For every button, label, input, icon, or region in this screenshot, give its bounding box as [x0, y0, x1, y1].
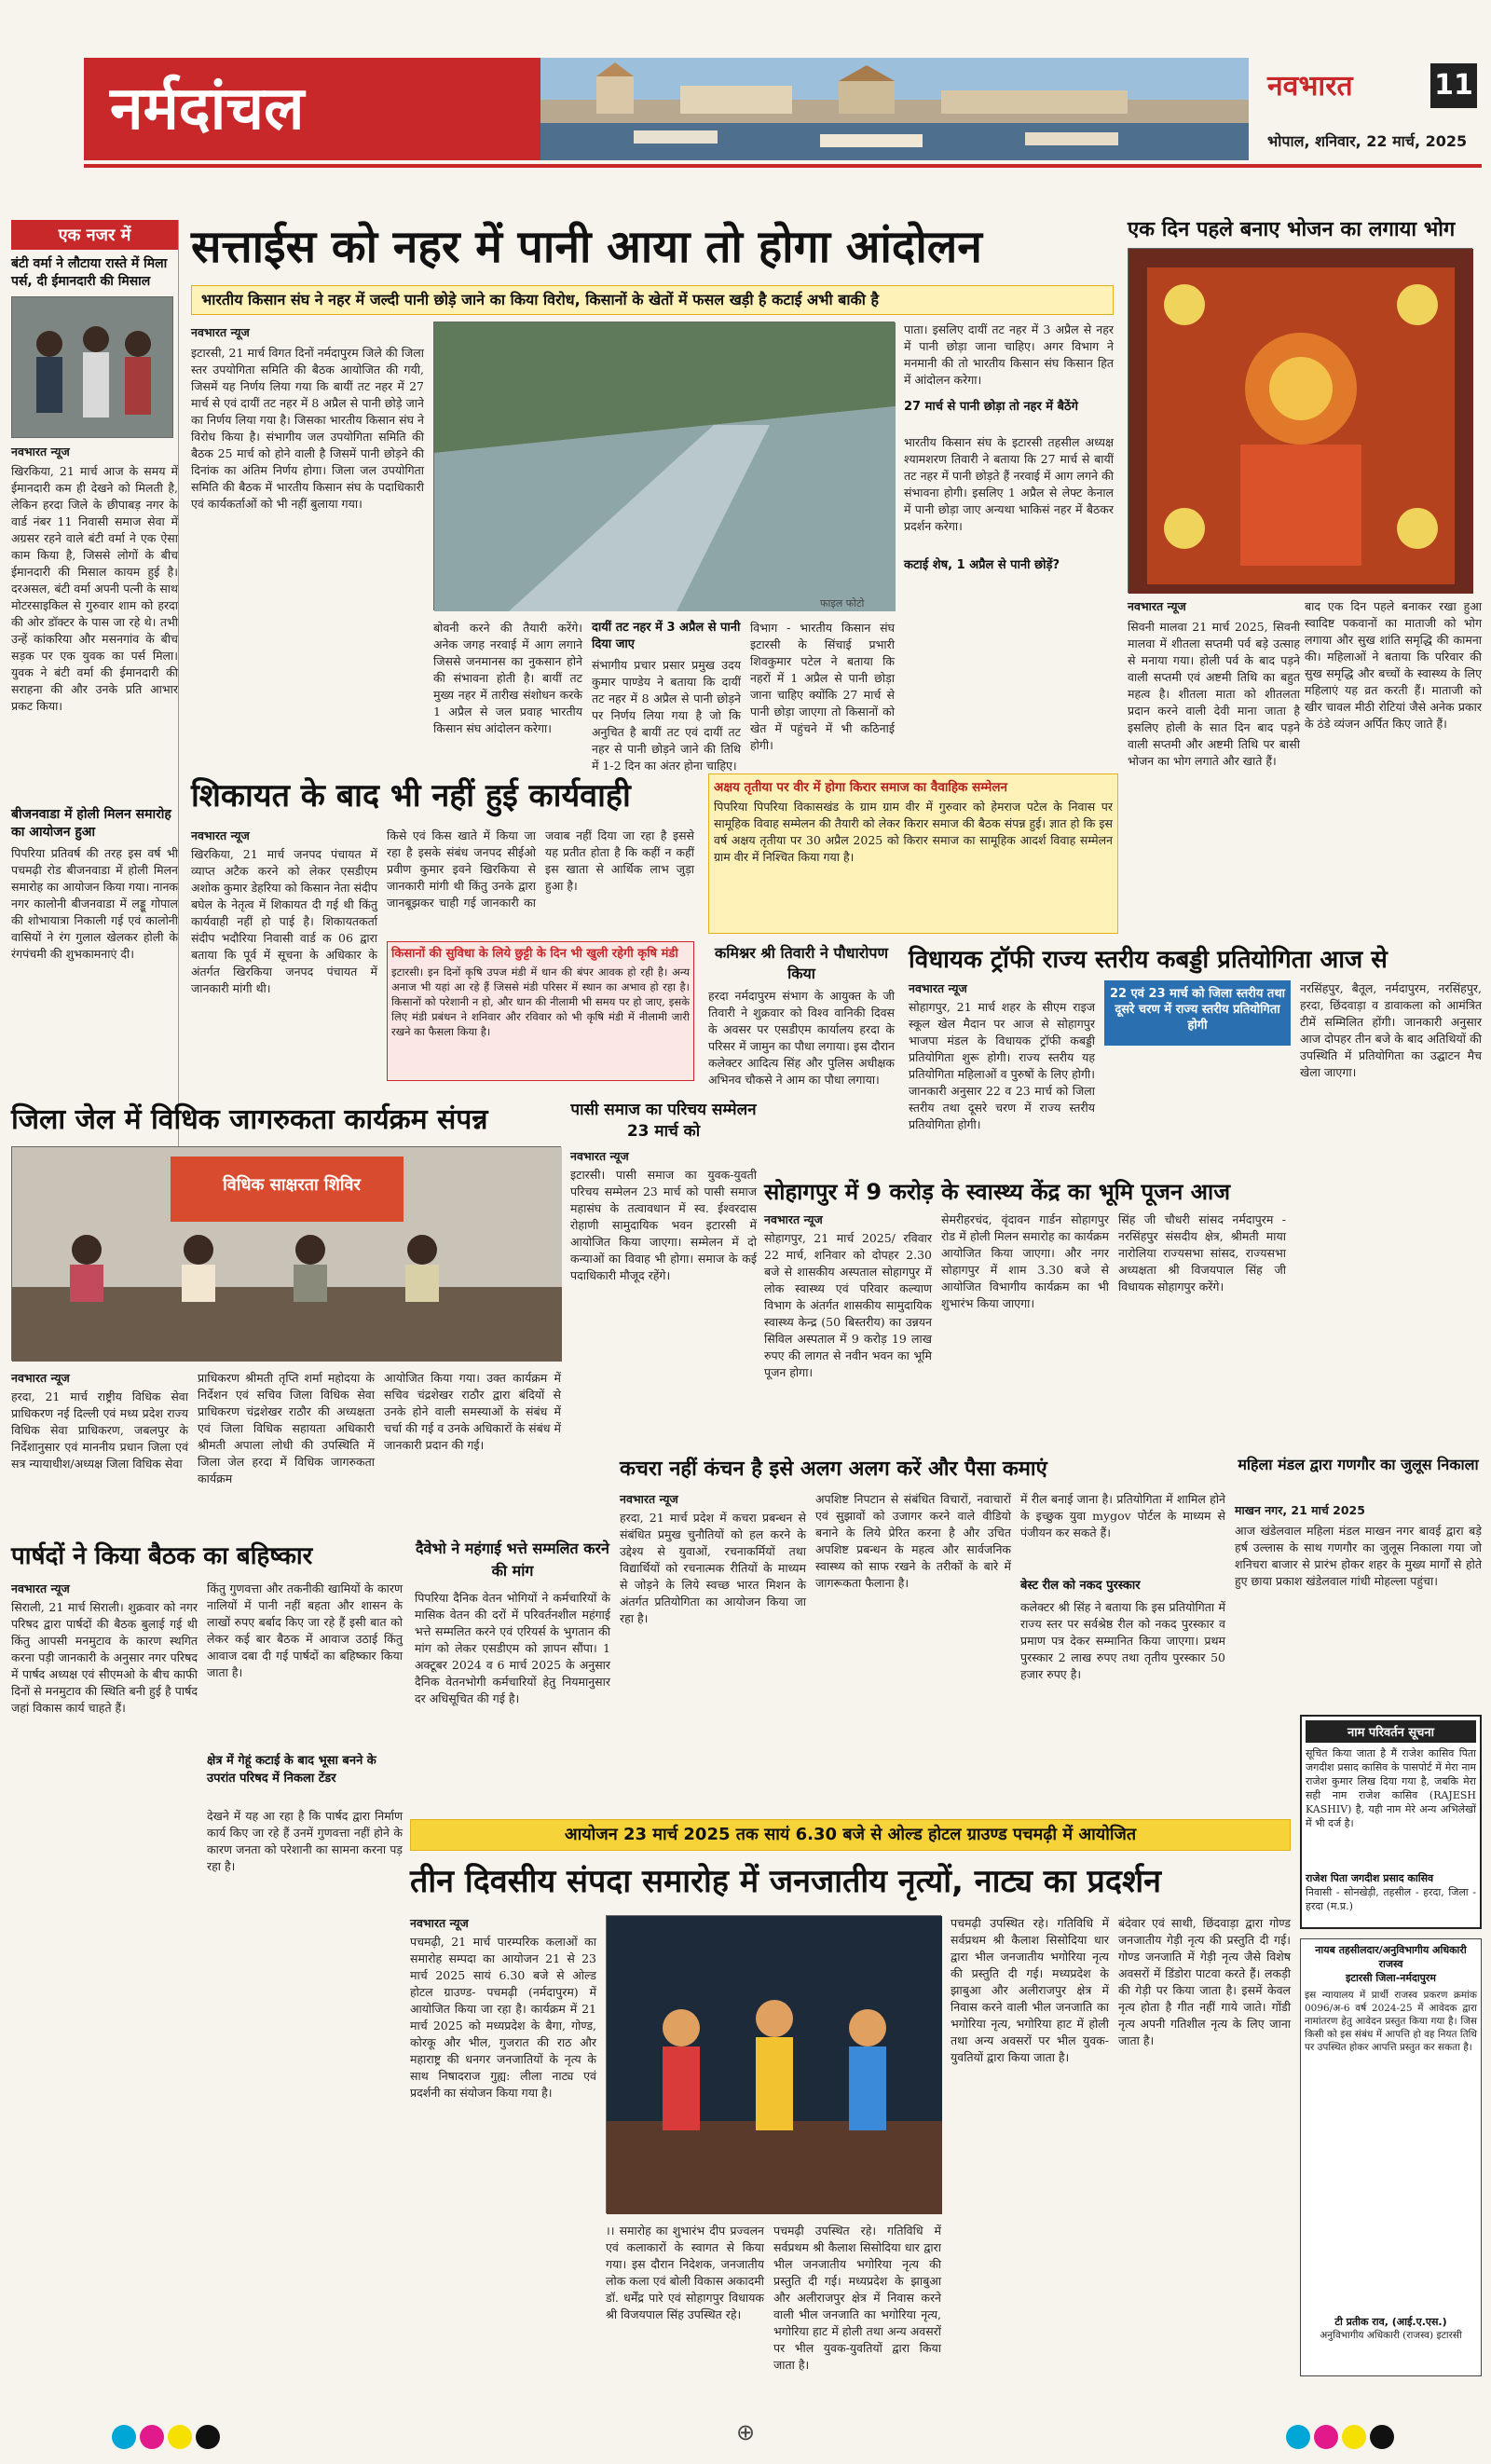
garbage-body-3: में रील बनाई जाना है। प्रतियोगिता में शामिल होने के इच्छुक युवा mygov पोर्टल के माध्यम से पंजीयन कर सकते हैं। [1020, 1492, 1225, 1540]
garbage-headline: कचरा नहीं कंचन है इसे अलग अलग करें और पैसा कमाएं [620, 1458, 1047, 1481]
pachmarhi-body-4: बंदेवार एवं साथी, छिंदवाड़ा द्वारा गोण्ड जनजातीय गेड़ी नृत्य की प्रस्तुति दी गई। गोण्ड जनजाति में गेड़ी नृत्य जैसे विशेष अवसरों में डिंडोरा पाटवा करते हैं। लकड़ी की गेड़ी पर किया जाता है। इसमें केवल नृत्य होता है गीत नहीं गाये जाते। गोंडी नृत्य अपनी गतिशील नृत्य के लिए जाना जाता है। [1118, 1916, 1291, 2047]
pachmarhi-body-2: ।। समारोह का शुभारंभ दीप प्रज्वलन एवं कलाकारों के स्वागत से किया गया। इस दौरान निदेशक, जनजातीय लोक कला एवं बोली विकास अकादमी डॉ. धर्मेंद्र पारे एवं सोहागपुर विधायक श्री विजयपाल सिंह उपस्थित रहे। [606, 2224, 764, 2321]
commissioner-body: हरदा नर्मदापुरम संभाग के आयुक्त के जी तिवारी ने शुक्रवार को विश्व वानिकी दिवस के अवसर पर एसडीएम कार्यालय हरदा के परिसर में जामुन का पौधा लगाया। इस दौरान कलेक्टर आदित्य सिंह और पुलिस अधीक्षक अभिनव चौकसे ने आम का पौधा लगाया। [708, 989, 895, 1087]
pachmarhi-photo [606, 1915, 941, 2213]
complaint-body-2: किसे एवं किस खाते में किया जा रहा है इसके संबंध जनपद सीईओ प्रवीण कुमार इवने खिरकिया से जानकारी मांगी थी किंतु उनके द्वारा जानबूझकर चाही गई जानकारी का जवाब नहीं दिया जा रहा है इससे यह प्रतीत होता है कि कहीं न कहीं इस खाता से आर्थिक लाभ जुड़ा हुआ है। [387, 828, 694, 910]
people-photo-illustration [12, 297, 172, 437]
jail-photo [11, 1146, 561, 1361]
lead-body-2: बोवनी करने की तैयारी करेंगे। अनेक जगह नरवाई में आग लगाने जिससे जनमानस का नुकसान होने की संभावना होती है। बायीं तट मुख्य नहर में तारीख संशोधन करके 1 अप्रैल से जल प्रवाह भारतीय किसान संघ आंदोलन करेगा। [433, 621, 582, 735]
name-change-title: नाम परिवर्तन सूचना [1306, 1720, 1476, 1743]
lead-body-4: पाता। इसलिए दायीं तट नहर में 3 अप्रैल से नहर में पानी छोड़ा जाना चाहिए। अगर विभाग ने मनमानी की तो भारतीय किसान संघ किसान हित में आंदोलन करेगा। [904, 322, 1114, 387]
garbage-body-2: अपशिष्ट निपटान से संबंधित विचारों, नवाचारों एवं सुझावों को उजागर करने वाले वीडियो बनाने के लिये प्रेरित करना है और उचित अपशिष्ट प्रबन्धन के महत्व और सार्वजनिक स्वास्थ्य को साफ रखने के तरीकों के बारे में जागरूकता फैलाना है। [815, 1492, 1011, 1590]
sidebar-photo [11, 296, 173, 438]
mahila-body: आज खंडेलवाल महिला मंडल माखन नगर बावई द्वारा बड़े हर्ष उल्लास के साथ गणगौर का जुलूस निकाला गया जो शनिचरा बाजार से प्रारंभ होकर शहर के मुख्य मार्गों से होते हुए छाया प्रकाश खंडेलवाल गांधी मोहल्ला पहुंचा। [1235, 1524, 1482, 1588]
name-change-address: निवासी - सोनखेड़ी, तहसील - हरदा, जिला - हरदा (म.प्र.) [1306, 1886, 1476, 1912]
sammelan-box [708, 773, 1118, 934]
jail-byline: नवभारत न्यूज [11, 1371, 70, 1385]
name-change-signature: राजेश पिता जगदीश प्रसाद कासिव [1306, 1872, 1434, 1884]
dateline: भोपाल, शनिवार, 22 मार्च, 2025 [1267, 132, 1468, 150]
kabaddi-body: सोहागपुर, 21 मार्च शहर के सीएम राइज स्कूल खेल मैदान पर आज से सोहागपुर भाजपा मंडल के विधायक ट्रॉफी कबड्डी प्रतियोगिता शुरू होगी। राज्य स्तरीय यह प्रतियोगिता महिलाओं व पुरुषों के लिए होगी। जानकारी अनुसार 22 व 23 मार्च को जिला स्तरीय तथा दूसरे चरण में राज्य स्तरीय प्रतियोगिता होगी। [909, 1000, 1095, 1131]
cyan-dot-right [1286, 2425, 1310, 2449]
court-notice-org: नायब तहसीलदार/अनुविभागीय अधिकारी राजस्व [1315, 1944, 1467, 1970]
pachmarhi-byline: नवभारत न्यूज [410, 1916, 469, 1930]
court-notice-sign: टी प्रतीक राव, (आई.ए.एस.) [1334, 2316, 1447, 2328]
complaint-body-1: खिरकिया, 21 मार्च जनपद पंचायत में व्याप्त अटैक करने को लेकर एसडीएम अशोक कुमार डेहरिया को किसान नेता संदीप बघेल के नेतृत्व में शिकायत दी गई थी किंतु कार्यवाही नहीं हो पाई है। शिकायतकर्ता संदीप भदौरिया निवासी वार्ड क 06 द्वारा बताया कि पूर्व में सूचना के अधिकार के अंतर्गत खिरकिया जनपद पंचायत में जानकारी मांगी थी। [191, 847, 377, 995]
jail-body-3: आयोजित किया गया। उक्त कार्यक्रम में सचिव चंद्रशेखर राठौर द्वारा बंदियों से उनके होने वाली समस्याओं के संबंध में चर्चा की गई व उनके अधिकारों के संबंध में जानकारी प्रदान की गई। [384, 1371, 561, 1452]
garbage-subhead: बेस्ट रील को नकद पुरस्कार [1020, 1579, 1141, 1593]
magenta-dot [140, 2425, 164, 2449]
lead-deck: भारतीय किसान संघ ने नहर में जल्दी पानी छोड़े जाने का किया विरोध, किसानों के खेतों में फसल खड़ी है कटाई अभी बाकी है [191, 285, 1114, 315]
sidebar-left [11, 220, 179, 1152]
temple-photo [1128, 248, 1472, 593]
magenta-dot-right [1314, 2425, 1338, 2449]
lead-body-1: इटारसी, 21 मार्च विगत दिनों नर्मदापुरम जिले की जिला स्तर उपयोगिता समिति की बैठक आयोजित की गयी, जिसमें यह निर्णय लिया गया कि बायीं तट नहर में 27 मार्च से एवं दायीं तट नहर में 8 अप्रैल से पानी छोड़े जाने का निर्णय लिया गया है। जिसका भारतीय किसान संघ ने विरोध किया है। संभागीय जल उपयोगिता समिति की बैठक 25 मार्च को होने वाली है जिसमें पानी छोड़ने की दिनांक का अंतिम निर्णय होगा। जिला जल उपयोगिता समिति की बैठक में भारतीय किसान संघ के पदाधिकारी एवं कार्यकर्ताओं को भी नहीं बुलाया गया। [191, 346, 424, 511]
parshad-body-1: सिराली, 21 मार्च सिराली। शुक्रवार को नगर परिषद द्वारा पार्षदों की बैठक बुलाई गई थी किंतु आपसी मनमुटाव के कारण स्थगित करना पड़ी जानकारी के अनुसार नगर परिषद में पार्षद अध्यक्ष एवं सीएमओ के बीच काफी दिनों से मनमुटाव की स्थिति बनी हुई है पार्षद जहां विकास कार्य चाहते हैं। [11, 1600, 198, 1715]
parshad-body-3: देखने में यह आ रहा है कि पार्षद द्वारा निर्माण कार्य किए जा रहे हैं उनमें गुणवत्ता नहीं होने के कारण जनता को परेशानी का सामना करना पड़ रहा है। [207, 1809, 403, 1873]
sammelan-headline: अक्षय तृतीया पर वीर में होगा किरार समाज का वैवाहिक सम्मेलन [714, 780, 1007, 795]
lead-body-3: संभागीय प्रचार प्रसार प्रमुख उदय कुमार पाण्डेय ने बताया कि दायीं तट नहर में 8 अप्रैल से पानी छोड़ने पर निर्णय लिया गया है जो कि अनुचित है बायीं तट एवं दायीं तट नहर से पानी छोड़ने जाने की तिथि में 1-2 दिन का अंतर होना चाहिए। [592, 658, 741, 773]
garbage-body-1: हरदा, 21 मार्च प्रदेश में कचरा प्रबन्धन से संबंधित प्रमुख चुनौतियों को हल करने के उद्देश्य से युवाओं, रचनाकर्मियों तथा विद्यार्थियों को रचनात्मक रीतियों के माध्यम से जोड़ने के लिये स्वच्छ भारत मिशन के अंतर्गत प्रतियोगिता का आयोजन किया जा रहा है। [620, 1511, 806, 1625]
pachmarhi-body-3: पचमढ़ी उपस्थित रहे। गतिविधि में सर्वप्रथम श्री कैलाश सिसोदिया धार द्वारा भील जनजातीय भगोरिया नृत्य की प्रस्तुति दी गई। मध्यप्रदेश के झाबुआ और अलीराजपुर क्षेत्र में निवास करने वाली भील जनजाति का भगोरिया नृत्य, भगोरिया हाट में होली तथा अन्य अवसरों पर भील युवक-युवतियों द्वारा किया जाता है। [773, 2224, 941, 2372]
print-registration-strip [0, 2414, 1491, 2460]
lead-photo-caption: फाइल फोटो [820, 597, 865, 609]
masthead-photo [540, 58, 1249, 160]
jail-body-1: हरदा, 21 मार्च राष्ट्रीय विधिक सेवा प्राधिकरण नई दिल्ली एवं मध्य प्रदेश राज्य विधिक सेवा प्राधिकरण, जबलपुर के निर्देशानुसार एवं माननीय प्रधान जिला एवं सत्र न्यायाधीश/अध्यक्ष जिला विधिक सेवा [11, 1389, 188, 1471]
temple-body-1: सिवनी मालवा 21 मार्च 2025, सिवनी मालवा में शीतला सप्तमी पर्व बड़े उत्साह से मनाया गया। होली पर्व के बाद पड़ने वाली सप्तमी एवं अष्टमी तिथि का बहुत महत्व है। शीतला माता को शीतलता प्रदान करने वाली देवी माना जाता है इसलिए होली के सात दिन बाद पड़ने वाली सप्तमी और अष्टमी तिथि पर बासी भोजन का भोग लगाते और खाते हैं। [1128, 620, 1300, 768]
sohagpur-headline: सोहागपुर में 9 करोड़ के स्वास्थ्य केंद्र का भूमि पूजन आज [764, 1179, 1230, 1205]
mahila-byline: माखन नगर, 21 मार्च 2025 [1235, 1503, 1365, 1517]
temple-body-2: बाद एक दिन पहले बनाकर रखा हुआ स्वादिष्ट पकवानों का माताजी को भोग लगाया और सुख शांति समृद्धि की कामना की। महिलाओं ने बताया कि परिवार की सुख समृद्धि और बच्चों के स्वास्थ्य के लिए महिलाएं यह व्रत करती हैं। माताजी को खीर चावल मीठी रोटियां जैसे अनेक प्रकार के ठंडे व्यंजन अर्पित किए जाते हैं। [1305, 599, 1482, 731]
goddess-idol-illustration [1129, 249, 1473, 594]
mandi-headline: किसानों की सुविधा के लिये छुट्टी के दिन भी खुली रहेगी कृषि मंडी [391, 947, 678, 961]
pasi-headline: पासी समाज का परिचय सम्मेलन 23 मार्च को [570, 1101, 757, 1141]
lead-subhead-c: कटाई शेष, 1 अप्रैल से पानी छोड़ें? [904, 558, 1060, 572]
daily-wage-headline: दैवेभो ने महंगाई भत्ते सम्मलित करने की मांग [416, 1540, 609, 1580]
parshad-subhead: क्षेत्र में गेहूं कटाई के बाद भूसा बनने के उपरांत परिषद में निकला टेंडर [207, 1754, 376, 1786]
sidebar-body: खिरकिया, 21 मार्च आज के समय में ईमानदारी कम ही देखने को मिलती है, लेकिन हरदा जिले के छीपाबड़ नगर के वार्ड नंबर 11 निवासी समाज सेवा में अग्रसर रहने वाले बंटी वर्मा ने एक ऐसा काम किया है, जिससे लोगों के बीच ईमानदारी की मिसाल कायम हुई है। दरअसल, बंटी वर्मा अपनी पत्नी के साथ मोटरसाइकिल से गुरुवार शाम को हरदा की ओर डॉक्टर के पास जा रहे थे। तभी उन्हें कांकरिया और मसनगांव के बीच सड़क पर एक युवक का पर्स मिला। युवक ने बंटी वर्मा की ईमानदारी की सराहना की और उनके प्रति आभार प्रकट किया। [11, 464, 178, 713]
black-dot-right [1370, 2425, 1394, 2449]
sidebar-headline: बंटी वर्मा ने लौटाया रास्ते में मिला पर्स, दी ईमानदारी की मिसाल [11, 256, 168, 289]
jail-banner: विधिक साक्षरता शिविर [223, 1175, 361, 1195]
black-dot [196, 2425, 220, 2449]
garbage-body-4: कलेक्टर श्री सिंह ने बताया कि इस प्रतियोगिता में राज्य स्तर पर सर्वश्रेष्ठ रील को नकद पुरस्कार व प्रमाण पत्र देकर सम्मानित किया जाएगा। प्रथम पुरस्कार 2 लाख रुपए तथा तृतीय पुरस्कार 50 हजार रुपए है। [1020, 1600, 1225, 1681]
court-notice-sign2: अनुविभागीय अधिकारी (राजस्व) इटारसी [1320, 2330, 1462, 2341]
jail-headline: जिला जेल में विधिक जागरुकता कार्यक्रम संपन्न [11, 1103, 488, 1136]
registration-mark: ⊕ [736, 2419, 756, 2445]
lead-headline: सत्ताईस को नहर में पानी आया तो होगा आंदोलन [191, 221, 982, 273]
page-number: 11 [1430, 63, 1477, 108]
river-ghat-illustration [540, 58, 1249, 160]
lead-body-3b: विभाग - भारतीय किसान संघ इटारसी के सिंचाई प्रभारी शिवकुमार पटेल ने बताया कि नहरों में 1 अप्रैल से पानी छोड़ा जाना चाहिए क्योंकि 27 मार्च से पानी छोड़ा जाएगा तो किसानों को खेत में पहुंचने में भी कठिनाई होगी। [750, 621, 895, 752]
court-notice [1300, 1938, 1482, 2376]
yellow-dot-right [1342, 2425, 1366, 2449]
pachmarhi-body-1: पचमढ़ी, 21 मार्च पारम्परिक कलाओं का समारोह सम्पदा का आयोजन 21 से 23 मार्च 2025 सायं 6.30 बजे से ओल्ड होटल ग्राउण्ड- पचमढ़ी (नर्मदापुरम) में आयोजित किया जा रहा है। कार्यक्रम में 21 मार्च 2025 को मध्यप्रदेश के बैगा, गोण्ड, कोरकू और भील, गुजरात की राठ और महाराष्ट्र की धनगर जनजातियों के नृत्य के साथ निषादराज गुह्य: लीला नाट्य एवं प्रदर्शनी का संयोजन किया गया है। [410, 1935, 596, 2100]
sidebar-subheadline: बीजनवाडा में होली मिलन समारोह का आयोजन हुआ [11, 807, 171, 840]
pachmarhi-body-3b: पचमढ़ी उपस्थित रहे। गतिविधि में सर्वप्रथम श्री कैलाश सिसोदिया धार द्वारा भील जनजातीय भगोरिया नृत्य की प्रस्तुति दी गई। मध्यप्रदेश के झाबुआ और अलीराजपुर क्षेत्र में निवास करने वाली भील जनजाति का भगोरिया नृत्य, भगोरिया हाट में होली तथा अन्य अवसरों पर भील युवक-युवतियों द्वारा किया जाता है। [951, 1916, 1109, 2064]
canal-water-illustration [434, 322, 896, 611]
kabaddi-box: 22 एवं 23 मार्च को जिला स्तरीय तथा दूसरे चरण में राज्य स्तरीय प्रतियोगिता होगी [1104, 980, 1291, 1046]
mandi-body: इटारसी। इन दिनों कृषि उपज मंडी में धान की बंपर आवक हो रही है। अन्य अनाज भी यहां आ रहे हैं जिससे मंडी परिसर में स्थान का अभाव हो रहा है। किसानों को परेशानी न हो, और धान की नीलामी भी समय पर हो जाए, इसके लिए मंडी प्रबंधन ने शनिवार और रविवार को भी कृषि मंडी में नीलामी जारी रखने का फैसला किया है। [391, 965, 690, 1038]
masthead-rule [84, 164, 1482, 168]
kabaddi-byline: नवभारत न्यूज [909, 981, 967, 995]
complaint-byline: नवभारत न्यूज [191, 828, 250, 842]
pachmarhi-headline: तीन दिवसीय संपदा समारोह में जनजातीय नृत्यों, नाट्य का प्रदर्शन [410, 1863, 1161, 1900]
garbage-byline: नवभारत न्यूज [620, 1492, 678, 1506]
court-notice-body: इस न्यायालय में प्रार्थी राजस्व प्रकरण क्रमांक 0096/अ-6 वर्ष 2024-25 में आवेदक द्वारा नामांतरण हेतु आवेदन प्रस्तुत किया गया है। जिस किसी को इस संबंध में आपत्ति हो वह नियत तिथि पर उपस्थित होकर आपत्ति प्रस्तुत कर सकता है। [1305, 1990, 1477, 2053]
sohagpur-body-3: सिंह जी चौधरी सांसद नर्मदापुरम - नरसिंहपुर संसदीय क्षेत्र, श्रीमती माया नारोलिया राज्यसभा सांसद, राज्यसभा अध्यक्षता श्री विजयपाल सिंह जी विधायक सोहागपुर करेंगे। [1118, 1212, 1286, 1294]
sammelan-body: पिपरिया पिपरिया विकासखंड के ग्राम ग्राम वीर में गुरुवार को हेमराज पटेल के निवास पर सामूहिक विवाह सम्मेलन की तैयारी को लेकर किरार समाज की बैठक संपन्न हुई। ज्ञात हो कि इस वर्ष अक्षय तृतीया पर 30 अप्रैल 2025 को किरार समाज का सामूहिक आदर्श विवाह सम्मेलन ग्राम वीर में निश्चित किया गया है। [714, 800, 1113, 864]
sohagpur-body-2: सेमरीहरचंद, वृंदावन गार्डन सोहागपुर रोड में होली मिलन समारोह का कार्यक्रम आयोजित किया जाएगा। और नगर सोहागपुर में शाम 3.30 बजे से आयोजित विभागीय कार्यक्रम का भी शुभारंभ किया जाएगा। [941, 1212, 1109, 1310]
mandi-box [387, 941, 694, 1081]
sidebar-byline: नवभारत न्यूज [11, 445, 70, 459]
temple-byline: नवभारत न्यूज [1128, 599, 1186, 613]
commissioner-headline: कमिश्नर श्री तिवारी ने पौधारोपण किया [714, 944, 889, 982]
lead-subhead-b: 27 मार्च से पानी छोड़ा तो नहर में बैठेंगे [904, 400, 1078, 414]
pasi-body: इटारसी। पासी समाज का युवक-युवती परिचय सम्मेलन 23 मार्च को पासी समाज महासंघ के तत्वावधान में स्व. ईश्वरदास रोहाणी सामुदायिक भवन इटारसी में आयोजित किया जाएगा। सम्मेलन में दो कन्याओं का विवाह भी होगा। समाज के कई पदाधिकारी मौजूद रहेंगे। [570, 1168, 757, 1282]
temple-headline: एक दिन पहले बनाए भोजन का लगाया भोग [1128, 218, 1456, 241]
brand-logo: नवभारत [1267, 70, 1353, 103]
pasi-byline: नवभारत न्यूज [570, 1149, 629, 1163]
lead-photo [433, 322, 895, 610]
sidebar-subbody: पिपरिया प्रतिवर्ष की तरह इस वर्ष भी पचमढ़ी रोड बीजनवाडा में होली मिलन समारोह का आयोजन किया गया। नानक नगर कालोनी बीजनवाडा में लड्डू गोपाल की शोभायात्रा निकाली गई एवं कालोनी वासियों ने रंग गुलाल खेलकर होली के रंगपंचमी की शुभकामनाएं दी। [11, 846, 178, 961]
jail-body-2: प्राधिकरण श्रीमती तृप्ति शर्मा महोदया के निर्देशन एवं सचिव जिला विधिक सेवा प्राधिकरण चंद्रशेखर राठौर की अध्यक्षता एवं जिला विधिक सहायता अधिकारी श्रीमती अपाला लोधी की उपस्थिति में जिला जेल हरदा में विधिक जागरुकता कार्यक्रम [198, 1371, 375, 1485]
parshad-byline: नवभारत न्यूज [11, 1581, 70, 1595]
parshad-headline: पार्षदों ने किया बैठक का बहिष्कार [11, 1542, 313, 1570]
kabaddi-headline: विधायक ट्रॉफी राज्य स्तरीय कबड्डी प्रतियोगिता आज से [909, 946, 1388, 974]
parshad-body-2: किंतु गुणवत्ता और तकनीकी खामियों के कारण नालियों में पानी नहीं बहता और शासन के लाखों रुपए बर्बाद किए जा रहे हैं इसी बात को लेकर कई बार बैठक में आवाज उठाई किंतु आवाज दबा दी गई पार्षदों का बहिष्कार किया जाता है। [207, 1581, 403, 1679]
lead-byline: नवभारत न्यूज [191, 325, 250, 339]
sohagpur-body-1: सोहागपुर, 21 मार्च 2025/ रविवार 22 मार्च, शनिवार को दोपहर 2.30 बजे से शासकीय अस्पताल सोहागपुर में लोक स्वास्थ्य एवं परिवार कल्याण विभाग के अंतर्गत शासकीय सामुदायिक स्वास्थ्य केन्द्र (50 बिस्तरीय) का उन्नयन सिविल अस्पताल में 9 करोड़ 19 लाख रुपए की लागत से नवीन भवन का भूमि पूजन होगा। [764, 1231, 932, 1379]
sohagpur-byline: नवभारत न्यूज [764, 1212, 823, 1226]
sidebar-label: एक नजर में [11, 220, 178, 250]
daily-wage-body: पिपरिया दैनिक वेतन भोगियों ने कर्मचारियों के मासिक वेतन की दरों में परिवर्तनशील महंगाई भत्ते सम्मलित करने एवं एरियर्स के भुगतान की मांग को लेकर एसडीएम को ज्ञापन सौंपा। 1 अक्टूबर 2024 व 6 मार्च 2025 के अनुसार दैनिक वेतनभोगी कर्मचारियों हेतु नियमानुसार दर अधिसूचित की गई है। [415, 1591, 610, 1705]
name-change-body: सूचित किया जाता है मैं राजेश कासिव पिता जगदीश प्रसाद कासिव के पासपोर्ट में मेरा नाम राजेश कुमार लिख दिया गया है, जबकि मेरा सही नाम राजेश कासिव (RAJESH KASHIV) है, यही नाम मेरे अन्य अभिलेखों में भी दर्ज है। [1306, 1747, 1476, 1829]
lead-body-5: भारतीय किसान संघ के इटारसी तहसील अध्यक्ष श्यामशरण तिवारी ने बताया कि 27 मार्च से बायीं तट नहर में पानी छोड़ते हैं नरवाई में आग लगने की संभावना होगी। इसलिए 1 अप्रैल से लेफ्ट केनाल में पानी छोड़ा जाए अन्यथा भाकिसं नहर में बैठकर प्रदर्शन करेगा। [904, 435, 1114, 533]
complaint-headline: शिकायत के बाद भी नहीं हुई कार्यवाही [191, 777, 631, 814]
section-title: नर्मदांचल [84, 58, 540, 160]
pachmarhi-banner: आयोजन 23 मार्च 2025 तक सायं 6.30 बजे से ओल्ड होटल ग्राउण्ड पचमढ़ी में आयोजित [410, 1819, 1291, 1851]
yellow-dot [168, 2425, 192, 2449]
lead-subhead-a: दायीं तट नहर में 3 अप्रैल से पानी दिया जाए [592, 621, 741, 651]
cyan-dot [112, 2425, 136, 2449]
tribal-dance-illustration [607, 1916, 942, 2214]
mahila-headline: महिला मंडल द्वारा गणगौर का जुलूस निकाला [1238, 1456, 1479, 1473]
name-change-notice [1300, 1715, 1482, 1929]
court-notice-sub: इटारसी जिला-नर्मदापुरम [1346, 1972, 1436, 1984]
kabaddi-body-2: नरसिंहपुर, बैतूल, नर्मदापुरम, नरसिंहपुर, हरदा, छिंदवाड़ा व डावाकला को आमंत्रित टीमें सम्मिलित होंगी। जानकारी अनुसार आज दोपहर तीन बजे के बाद अतिथियों की उपस्थिति में प्रतियोगिता का उद्घाटन मैच खेला जाएगा। [1300, 981, 1482, 1079]
